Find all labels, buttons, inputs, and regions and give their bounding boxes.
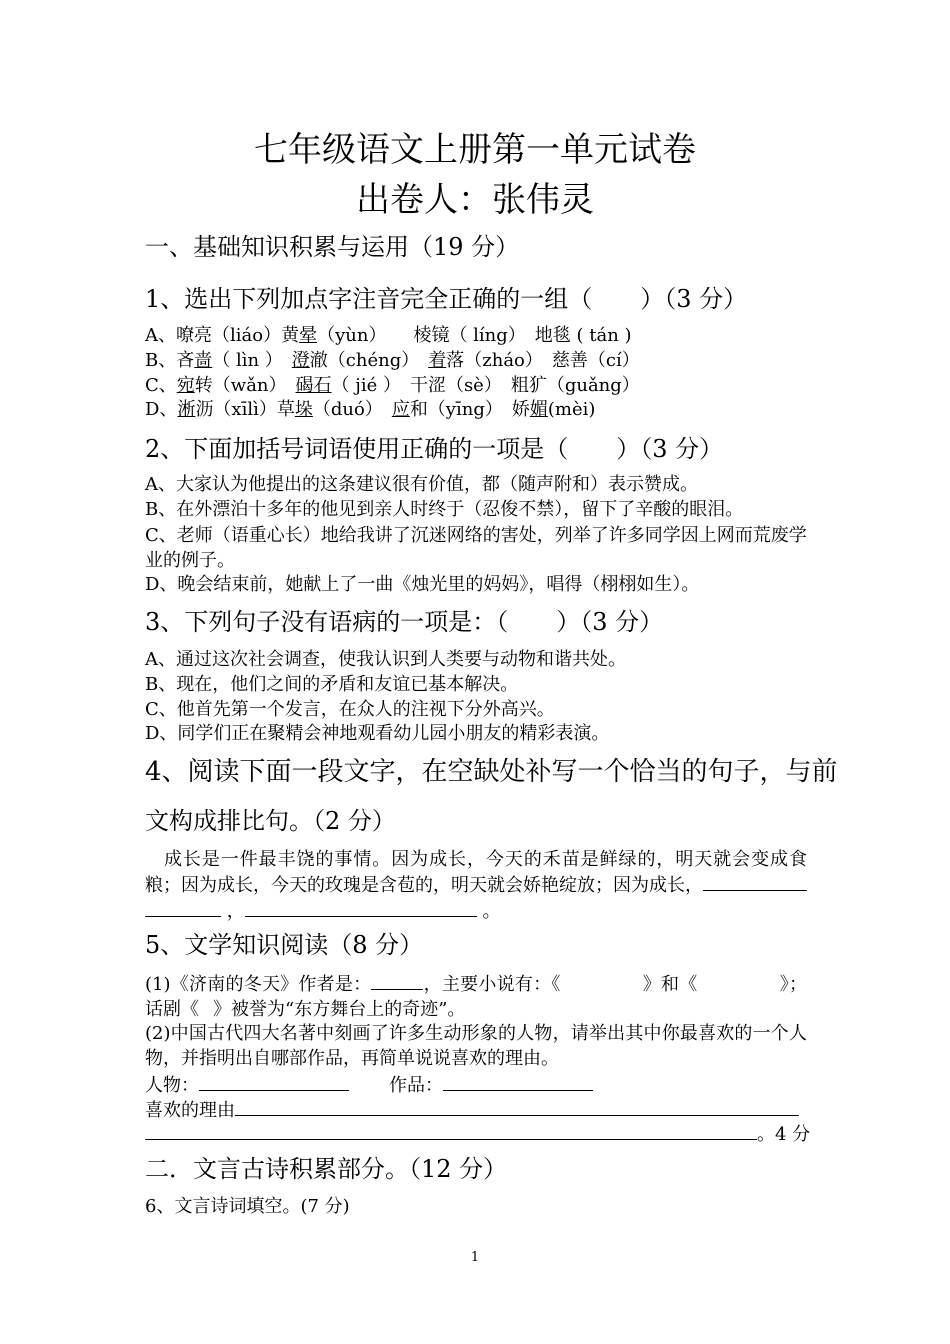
work-blank[interactable] bbox=[443, 1072, 593, 1091]
answer-blank[interactable] bbox=[145, 898, 221, 917]
question-2-option-a: A、大家认为他提出的这条建议很有价值，都（随声附和）表示赞成。 bbox=[145, 474, 698, 495]
author-line: 出卷人：张伟灵 bbox=[356, 180, 594, 220]
question-1-option-d: D、淅沥（xīlì）草垛（duó） 应和（yīng） 娇媚(mèi) bbox=[145, 399, 596, 420]
reason-blank[interactable] bbox=[145, 1121, 757, 1140]
question-2-option-c: C、老师（语重心长）地给我讲了沉迷网络的害处，列举了许多同学因上网而荒废学业的例子。 bbox=[145, 525, 807, 571]
reason-blank[interactable] bbox=[235, 1097, 799, 1116]
question-3-stem: 3、下列句子没有语病的一项是：（ ）（3 分） bbox=[145, 608, 664, 636]
question-5-stem: 5、文学知识阅读（8 分） bbox=[145, 931, 424, 959]
question-2-option-d: D、晚会结束前，她献上了一曲《烛光里的妈妈》，唱得（栩栩如生）。 bbox=[145, 574, 700, 595]
person-blank[interactable] bbox=[199, 1072, 349, 1091]
person-work-line: 人物： 作品： bbox=[145, 1072, 593, 1098]
question-3-option-b: B、现在，他们之间的矛盾和友谊已基本解决。 bbox=[145, 674, 519, 695]
question-3-option-c: C、他首先第一个发言，在众人的注视下分外高兴。 bbox=[145, 699, 555, 720]
question-1-option-c: C、宛转（wǎn） 碣石（ jié ） 干涩（sè） 粗犷（guǎng） bbox=[145, 375, 640, 396]
question-5-part-1: (1)《济南的冬天》作者是： ，主要小说有：《 》和《 》；话剧《 》被誉为“东方舞台上的奇迹”。 bbox=[145, 971, 807, 1022]
page-number: 1 bbox=[470, 1250, 480, 1265]
question-4-passage: 成长是一件最丰饶的事情。因为成长，今天的禾苗是鲜绿的，明天就会变成食粮；因为成长，今天的玫瑰是含苞的，明天就会娇艳绽放；因为成长， ， 。 bbox=[145, 849, 807, 922]
question-2-stem: 2、下面加括号词语使用正确的一项是（ ）（3 分） bbox=[145, 435, 724, 463]
answer-blank[interactable] bbox=[371, 971, 423, 990]
question-2-option-b: B、在外漂泊十多年的他见到亲人时终于（忍俊不禁），留下了辛酸的眼泪。 bbox=[145, 499, 744, 520]
question-6-stem: 6、文言诗词填空。(7 分) bbox=[145, 1196, 350, 1217]
question-3-option-a: A、通过这次社会调查，使我认识到人类要与动物和谐共处。 bbox=[145, 649, 626, 670]
section-1-heading: 一、基础知识积累与运用（19 分） bbox=[145, 233, 520, 261]
reason-line: 喜欢的理由 bbox=[145, 1097, 799, 1123]
question-4-stem-line-2: 文构成排比句。（2 分） bbox=[145, 807, 396, 835]
reason-line-2: 。4 分 bbox=[145, 1121, 810, 1147]
answer-blank[interactable] bbox=[245, 898, 477, 917]
question-4-stem-line-1: 4、阅读下面一段文字，在空缺处补写一个恰当的句子，与前 bbox=[145, 757, 838, 787]
question-3-option-d: D、同学们正在聚精会神地观看幼儿园小朋友的精彩表演。 bbox=[145, 723, 610, 744]
question-1-option-b: B、吝啬（ lìn ） 澄澈（chéng） 着落（zháo） 慈善（cí） bbox=[145, 350, 640, 371]
question-5-part-2: (2)中国古代四大名著中刻画了许多生动形象的人物，请举出其中你最喜欢的一个人物，并指明出自哪部作品，再简单说说喜欢的理由。 bbox=[145, 1023, 807, 1069]
answer-blank[interactable] bbox=[703, 872, 807, 891]
exam-title: 七年级语文上册第一单元试卷 bbox=[254, 130, 696, 170]
question-1-option-a: A、嘹亮（liáo）黄晕（yùn） 棱镜（ líng） 地毯 ( tán ) bbox=[145, 325, 632, 346]
question-1-stem: 1、选出下列加点字注音完全正确的一组（ ）（3 分） bbox=[145, 285, 748, 313]
section-2-heading: 二．文言古诗积累部分。（12 分） bbox=[145, 1155, 508, 1183]
